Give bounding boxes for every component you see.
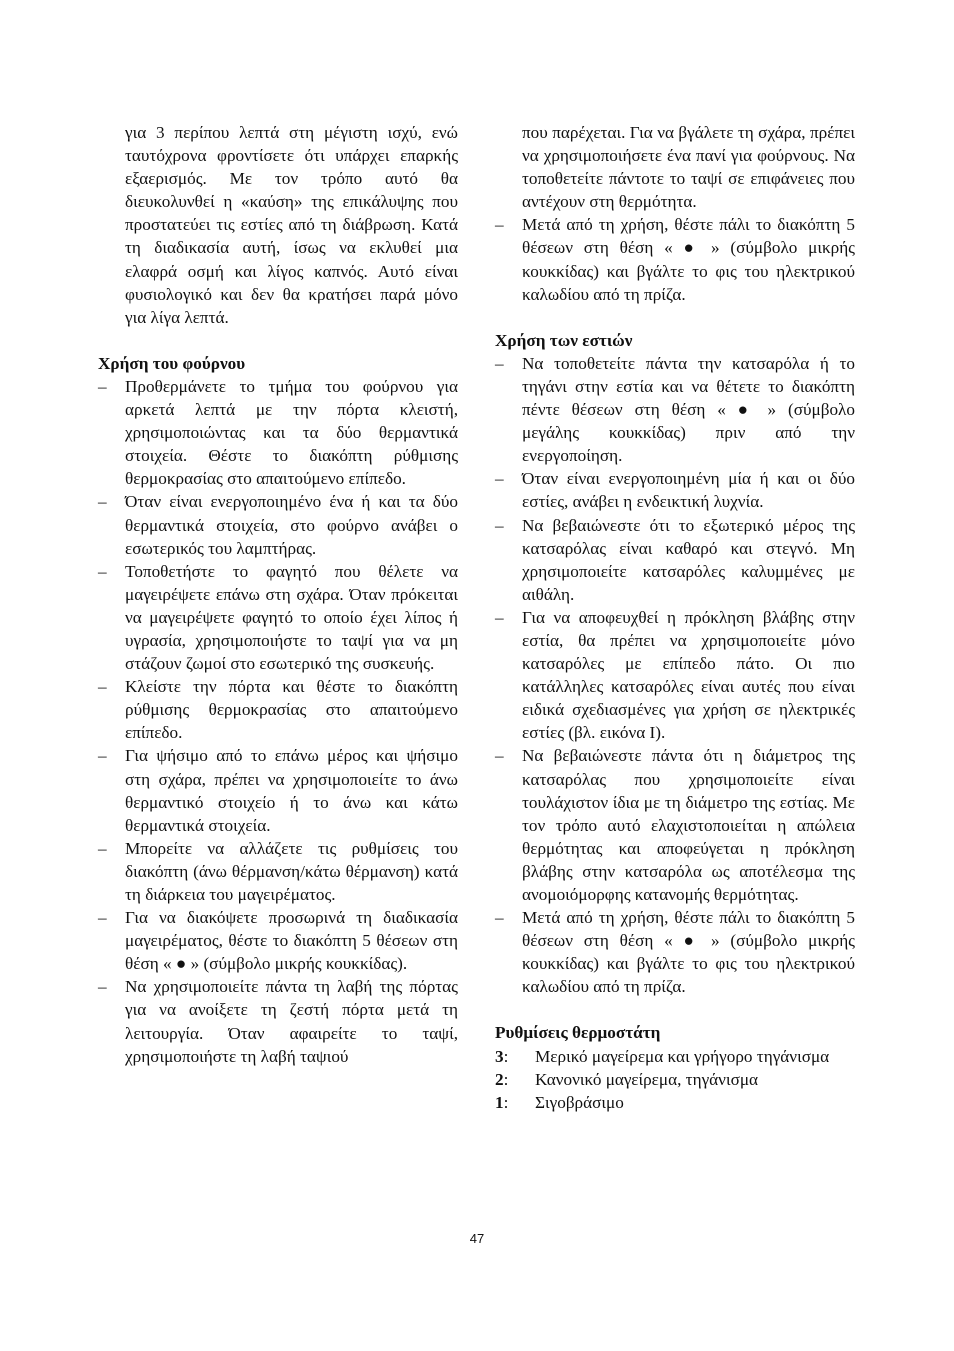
list-item: – Να βεβαιώνεστε πάντα ότι η διάμετρος της κατσαρόλας που χρησιμοποιείτε είναι τουλάχιστον ίδια με τη διάμετρο της εστίας. Με τον τρόπο αυτό ελαχιστοποιείται η απώλεια θερμότητας και αποφεύγεται η πρόκληση βλάβης στην κατσαρόλα ως αποτέλεσμα της ανομοιόμορφης κατανομής θερμότητας.	[495, 746, 855, 904]
left-column	[98, 121, 458, 1068]
thermostat-setting-description: Κανονικό μαγείρεμα, τηγάνισμα	[535, 1069, 759, 1089]
intro-paragraph: για 3 περίπου λεπτά στη μέγιστη ισχύ, ενώ ταυτόχρονα φροντίσετε ότι υπάρχει επαρκής εξαερισμός. Με τον τρόπο αυτό θα διευκολυνθεί η «καύση» της επικάλυψης που προστατεύει τις εστίες από τη διάβρωση. Κατά τη διαδικασία αυτή, ίσως να εκλυθεί μια ελαφρά οσμή και λίγος καπνός. Αυτό είναι φυσιολογικό και δεν θα κρατήσει παρά μόνο για λίγα λεπτά.	[125, 123, 458, 327]
dash-bullet: –	[98, 376, 107, 396]
list-item: – Για να διακόψετε προσωρινά τη διαδικασία μαγειρέματος, θέστε το διακόπτη 5 θέσεων στη θέση « ● » (σύμβολο μικρής κουκκίδας).	[98, 908, 458, 974]
list-item: – Μπορείτε να αλλάζετε τις ρυθμίσεις του διακόπτη (άνω θέρμανση/κάτω θέρμανση) κατά τη διάρκεια του μαγειρέματος.	[98, 838, 458, 904]
list-item: – Για να αποφευχθεί η πρόκληση βλάβης στην εστία, θα πρέπει να χρησιμοποιείτε μόνο κατσαρόλες με επίπεδο πάτο. Οι πιο κατάλληλες κατσαρόλες είναι αυτές που είναι ειδικά σχεδιασμένες για χρήση σε ηλεκτρικές εστίες (βλ. εικόνα I).	[495, 607, 855, 743]
list-item: – Να βεβαιώνεστε ότι το εξωτερικό μέρος της κατσαρόλας είναι καθαρό και στεγνό. Μη χρησιμοποιείτε κατσαρόλες καλυμμένες με αιθάλη.	[495, 515, 855, 604]
dash-bullet: –	[98, 838, 107, 858]
list-item: – Μετά από τη χρήση, θέστε πάλι το διακόπτη 5 θέσεων στη θέση « ● » (σύμβολο μικρής κουκκίδας) και βγάλτε το φις του ηλεκτρικού καλωδίου από τη πρίζα.	[495, 908, 855, 997]
list-item: – Όταν είναι ενεργοποιημένο ένα ή και τα δύο θερμαντικά στοιχεία, στο φούρνο ανάβει ο εσωτερικός του λαμπτήρας.	[98, 492, 458, 558]
dash-bullet: –	[495, 515, 504, 535]
thermostat-settings-heading: Ρυθμίσεις θερμοστάτη	[495, 1023, 661, 1043]
list-item: – Μετά από τη χρήση, θέστε πάλι το διακόπτη 5 θέσεων στη θέση « ● » (σύμβολο μικρής κουκκίδας) και βγάλτε το φις του ηλεκτρικού καλωδίου από τη πρίζα.	[495, 215, 855, 304]
oven-usage-list	[98, 375, 458, 1068]
dash-bullet: –	[98, 561, 107, 581]
dash-bullet: –	[495, 607, 504, 627]
hob-usage-heading: Χρήση των εστιών	[495, 330, 633, 350]
thermostat-setting-row: 3: Μερικό μαγείρεμα και γρήγορο τηγάνισμα	[495, 1045, 855, 1068]
continuation-list	[495, 213, 855, 305]
thermostat-setting-row: 2: Κανονικό μαγείρεμα, τηγάνισμα	[495, 1068, 855, 1091]
spacer	[495, 998, 855, 1021]
dash-bullet: –	[495, 353, 504, 373]
dash-bullet: –	[495, 908, 504, 928]
oven-usage-heading: Χρήση του φούρνου	[98, 353, 246, 373]
page-number: 47	[469, 1231, 485, 1246]
thermostat-setting-number: 2	[495, 1069, 504, 1089]
list-item: – Κλείστε την πόρτα και θέστε το διακόπτη ρύθμισης θερμοκρασίας στο απαιτούμενο επίπεδο.	[98, 677, 458, 743]
dash-bullet: –	[495, 469, 504, 489]
dash-bullet: –	[98, 977, 107, 997]
hob-usage-list	[495, 352, 855, 999]
thermostat-setting-number: 1	[495, 1092, 504, 1112]
continuation-paragraph: που παρέχεται. Για να βγάλετε τη σχάρα, πρέπει να χρησιμοποιήσετε ένα πανί για φούρνους. Να τοποθετείτε πάντοτε το ταψί σε επιφάνειες που αντέχουν στη θερμότητα.	[522, 123, 855, 212]
list-item: – Να χρησιμοποιείτε πάντα τη λαβή της πόρτας για να ανοίξετε τη ζεστή πόρτα μετά τη λειτουργία. Όταν αφαιρείτε το ταψί, χρησιμοποιήστε τη λαβή ταψιού	[98, 977, 458, 1066]
thermostat-setting-row: 1: Σιγοβράσιμο	[495, 1091, 855, 1114]
list-item: – Προθερμάνετε το τμήμα του φούρνου για αρκετά λεπτά με την πόρτα κλειστή, χρησιμοποιώντας και τα δύο θερμαντικά στοιχεία. Θέστε το διακόπτη ρύθμισης θερμοκρασίας στο απαιτούμενο επίπεδο.	[98, 376, 458, 489]
dash-bullet: –	[98, 908, 107, 928]
dash-bullet: –	[98, 746, 107, 766]
list-item: – Για ψήσιμο από το επάνω μέρος και ψήσιμο στη σχάρα, πρέπει να χρησιμοποιείτε το άνω θερμαντικό στοιχείο ή το άνω και κάτω θερμαντικά στοιχεία.	[98, 746, 458, 835]
dash-bullet: –	[98, 492, 107, 512]
dash-bullet: –	[98, 677, 107, 697]
dash-bullet: –	[495, 746, 504, 766]
list-item: – Όταν είναι ενεργοποιημένη μία ή και οι δύο εστίες, ανάβει η ενδεικτική λυχνία.	[495, 469, 855, 512]
thermostat-setting-number: 3	[495, 1046, 504, 1066]
spacer	[98, 329, 458, 352]
list-item: – Να τοποθετείτε πάντα την κατσαρόλα ή το τηγάνι στην εστία και να θέτετε το διακόπτη πέντε θέσεων στη θέση « ● » (σύμβολο μεγάλης κουκκίδας) πριν από την ενεργοποίηση.	[495, 353, 855, 466]
right-column	[495, 121, 855, 1114]
dash-bullet: –	[495, 215, 504, 235]
spacer	[495, 306, 855, 329]
list-item: – Τοποθετήστε το φαγητό που θέλετε να μαγειρέψετε επάνω στη σχάρα. Όταν πρόκειται να μαγειρέψετε φαγητό το οποίο έχει λίπος ή υγρασία, χρησιμοποιήστε το ταψί για να μη στάζουν ζωμοί στο εσωτερικό της συσκευής.	[98, 561, 458, 674]
thermostat-setting-description: Μερικό μαγείρεμα και γρήγορο τηγάνισμα	[535, 1046, 830, 1066]
thermostat-setting-description: Σιγοβράσιμο	[535, 1092, 624, 1112]
thermostat-settings-list	[495, 1045, 855, 1114]
